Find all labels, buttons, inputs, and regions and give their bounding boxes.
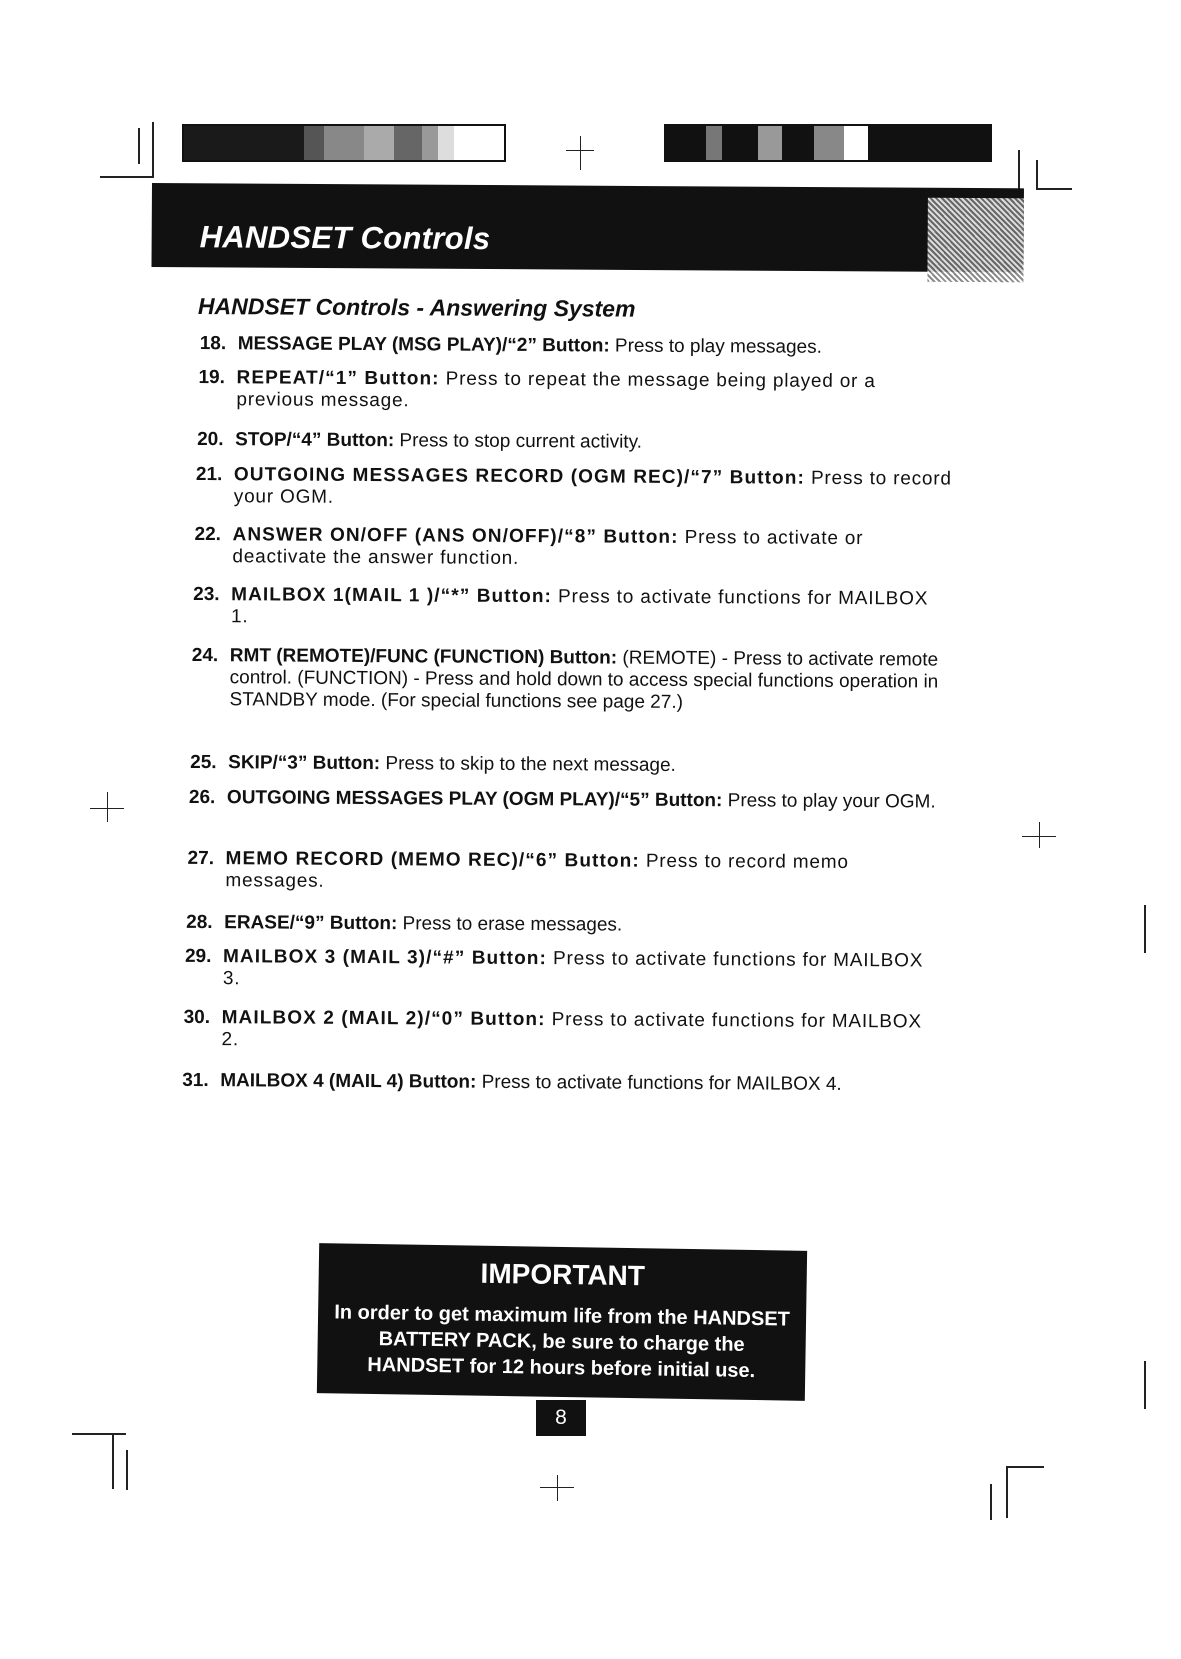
item-number: 29. — [184, 945, 212, 968]
item-description: Press to activate or deactivate the answer function. — [232, 526, 864, 569]
item-label: ERASE/“9” Button: — [224, 912, 398, 935]
item-number: 22. — [194, 523, 222, 546]
important-title: IMPORTANT — [480, 1257, 646, 1292]
item-description: Press to record memo messages. — [225, 850, 849, 892]
item-label: ANSWER ON/OFF (ANS ON/OFF)/“8” Button: — [232, 524, 679, 548]
list-item — [184, 945, 943, 994]
item-description: Press to repeat the message being played or a previous message. — [236, 368, 876, 412]
list-item — [187, 847, 945, 896]
item-label: MAILBOX 4 (MAIL 4) Button: — [220, 1070, 477, 1093]
item-description: Press to play your OGM. — [722, 790, 936, 813]
item-label: MAILBOX 3 (MAIL 3)/“#” Button: — [222, 946, 548, 970]
item-number: 24. — [191, 644, 219, 667]
item-number: 23. — [193, 583, 220, 606]
item-number: 27. — [187, 847, 215, 870]
important-notice-box — [317, 1243, 807, 1401]
list-item — [183, 1006, 941, 1055]
section-subtitle: HANDSET Controls - Answering System — [197, 292, 636, 322]
item-label: OUTGOING MESSAGES RECORD (OGM REC)/“7” Button: — [233, 464, 805, 489]
list-item — [195, 463, 954, 512]
list-item — [198, 366, 956, 415]
list-item — [199, 332, 958, 359]
item-label: REPEAT/“1” Button: — [236, 367, 440, 390]
item-label: OUTGOING MESSAGES PLAY (OGM PLAY)/“5” Button: — [226, 787, 723, 812]
item-label: MESSAGE PLAY (MSG PLAY)/“2” Button: — [237, 333, 610, 357]
item-description: Press to record your OGM. — [233, 467, 952, 508]
item-description: Press to erase messages. — [397, 913, 623, 936]
item-label: STOP/“4” Button: — [235, 429, 395, 452]
list-item — [182, 1069, 940, 1096]
list-item — [197, 428, 955, 455]
item-label: MAILBOX 1(MAIL 1 )/“*” Button: — [231, 584, 553, 608]
item-number: 26. — [188, 786, 216, 809]
item-description: Press to activate functions for MAILBOX 2. — [221, 1009, 922, 1051]
item-description: Press to activate functions for MAILBOX 3. — [222, 948, 924, 990]
item-number: 28. — [186, 911, 213, 934]
item-number: 19. — [198, 366, 226, 389]
item-description: Press to activate functions for MAILBOX 1. — [231, 586, 929, 628]
item-number: 30. — [183, 1006, 211, 1029]
list-item — [186, 911, 944, 938]
important-body: In order to get maximum life from the HANDSET BATTERY PACK, be sure to charge the HANDSET for 12 hours before initial use. — [334, 1301, 791, 1383]
item-description: Press to play messages. — [609, 335, 823, 358]
item-description: Press to skip to the next message. — [380, 753, 676, 776]
item-number: 20. — [197, 428, 224, 451]
item-number: 25. — [190, 751, 217, 774]
item-label: SKIP/“3” Button: — [228, 752, 381, 775]
item-number: 31. — [182, 1069, 209, 1092]
page-number: 8 — [536, 1400, 586, 1436]
item-label: MAILBOX 2 (MAIL 2)/“0” Button: — [221, 1007, 546, 1031]
list-item — [190, 751, 948, 778]
item-label: RMT (REMOTE)/FUNC (FUNCTION) Button: — [229, 645, 618, 669]
list-item — [193, 583, 951, 632]
list-item — [194, 523, 952, 572]
item-label: MEMO RECORD (MEMO REC)/“6” Button: — [225, 848, 640, 872]
list-item — [191, 644, 949, 715]
list-item — [188, 786, 947, 813]
item-description: Press to stop current activity. — [394, 430, 643, 453]
item-description: (REMOTE) - Press to activate remote control. (FUNCTION) - Press and hold down to access special functions operation in STANDBY mode. (For special functions see page 27.) — [229, 647, 939, 713]
item-number: 18. — [199, 332, 227, 355]
item-description: Press to activate functions for MAILBOX 4. — [476, 1071, 842, 1095]
page-title: HANDSET Controls — [199, 219, 491, 257]
item-number: 21. — [195, 463, 223, 486]
